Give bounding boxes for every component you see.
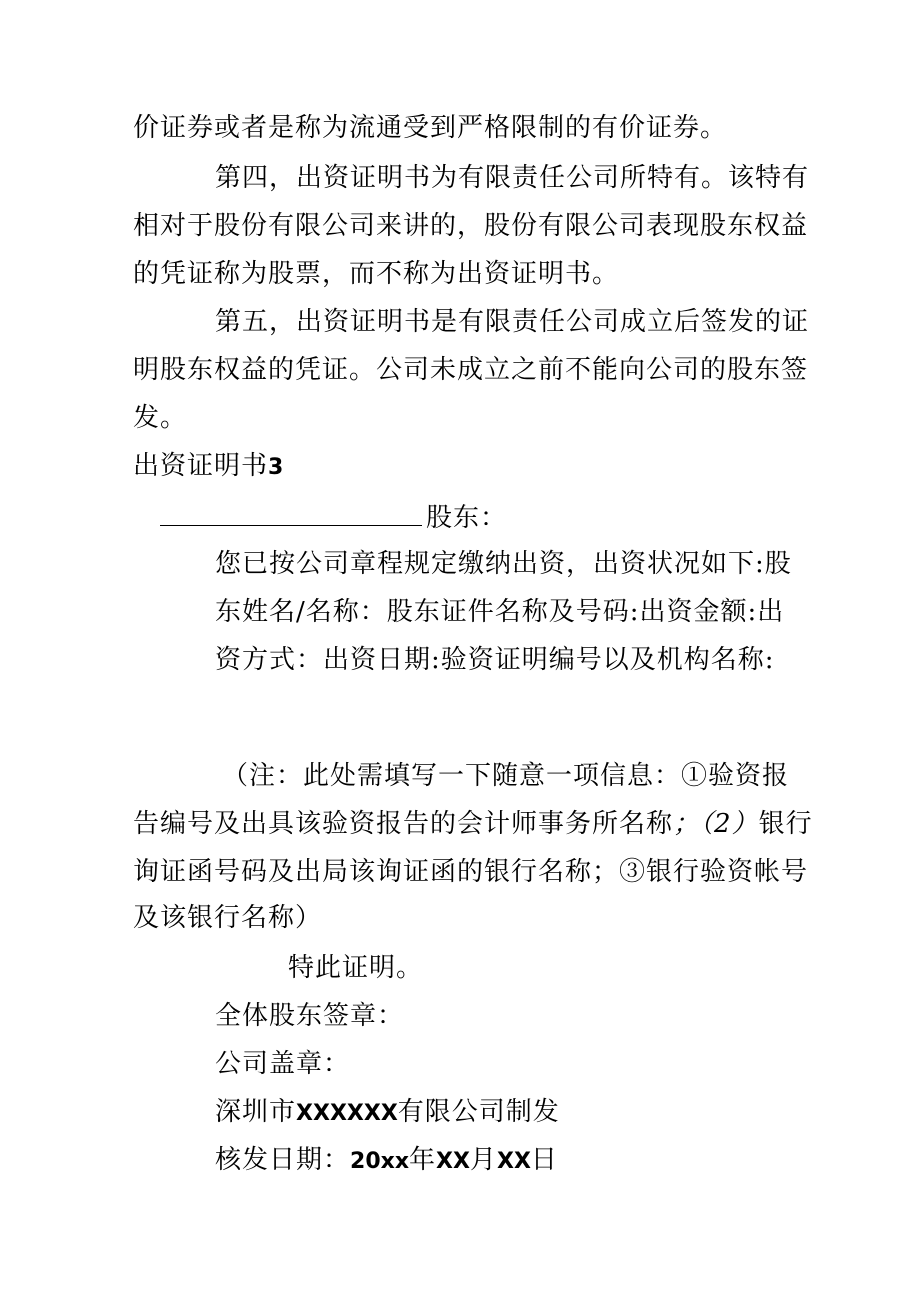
certify-text: 特此证明。 — [288, 953, 424, 983]
issuer-line — [215, 1097, 560, 1129]
paragraph-line: 价证券或者是称为流通受到严格限制的有价证券。 — [133, 113, 728, 143]
shareholder-blank[interactable] — [160, 503, 422, 526]
issue-date-year: 20xx — [350, 1149, 410, 1174]
paragraph-line: 的凭证称为股票，而不称为出资证明书。 — [133, 259, 620, 289]
note-line: （注：此处需填写一下随意一项信息：①验资报 — [222, 761, 790, 791]
shareholder-label: 股东： — [426, 503, 508, 533]
note-item-2: ；（2） — [673, 809, 759, 839]
cert-heading — [133, 451, 283, 483]
cert-body-line: 资方式：出资日期:验资证明编号以及机构名称: — [215, 645, 775, 675]
note-text: 银行 — [758, 809, 813, 839]
sign-all-label: 全体股东签章： — [215, 1001, 405, 1031]
cert-heading-number: 3 — [268, 455, 284, 480]
cert-body-line: 东姓名/名称：股东证件名称及号码:出资金额:出 — [215, 597, 785, 627]
issue-date-label: 核发日期： — [215, 1145, 351, 1175]
shareholder-line — [160, 503, 507, 533]
issue-date-day: XX — [496, 1149, 531, 1174]
note-line: 及该银行名称） — [133, 903, 323, 933]
company-seal-label: 公司盖章： — [215, 1049, 351, 1079]
paragraph-line: 明股东权益的凭证。公司未成立之前不能向公司的股东签 — [133, 355, 809, 385]
issue-date-month: XX — [436, 1149, 470, 1174]
note-line: 询证函号码及出局该询证函的银行名称；③银行验资帐号 — [133, 857, 809, 887]
note-line — [133, 809, 813, 839]
issue-date-line — [215, 1145, 558, 1177]
note-text: 告编号及出具该验资报告的会计师事务所名称 — [133, 809, 674, 839]
paragraph-line: 第四，出资证明书为有限责任公司所特有。该特有 — [215, 163, 810, 193]
paragraph-line: 第五，出资证明书是有限责任公司成立后签发的证 — [215, 307, 810, 337]
cert-body-line: 您已按公司章程规定缴纳出资，出资状况如下:股 — [215, 549, 792, 579]
issuer-suffix: 有限公司制发 — [397, 1097, 560, 1127]
cert-heading-text: 出资证明书 — [133, 451, 269, 481]
issuer-placeholder: XXXXXX — [296, 1101, 398, 1126]
issuer-city: 深圳市 — [215, 1097, 297, 1127]
issue-date-year-unit: 年 — [409, 1145, 437, 1175]
paragraph-line: 相对于股份有限公司来讲的，股份有限公司表现股东权益 — [133, 211, 809, 241]
issue-date-month-unit: 月 — [469, 1145, 497, 1175]
issue-date-day-unit: 日 — [530, 1145, 558, 1175]
paragraph-line: 发。 — [133, 403, 188, 433]
